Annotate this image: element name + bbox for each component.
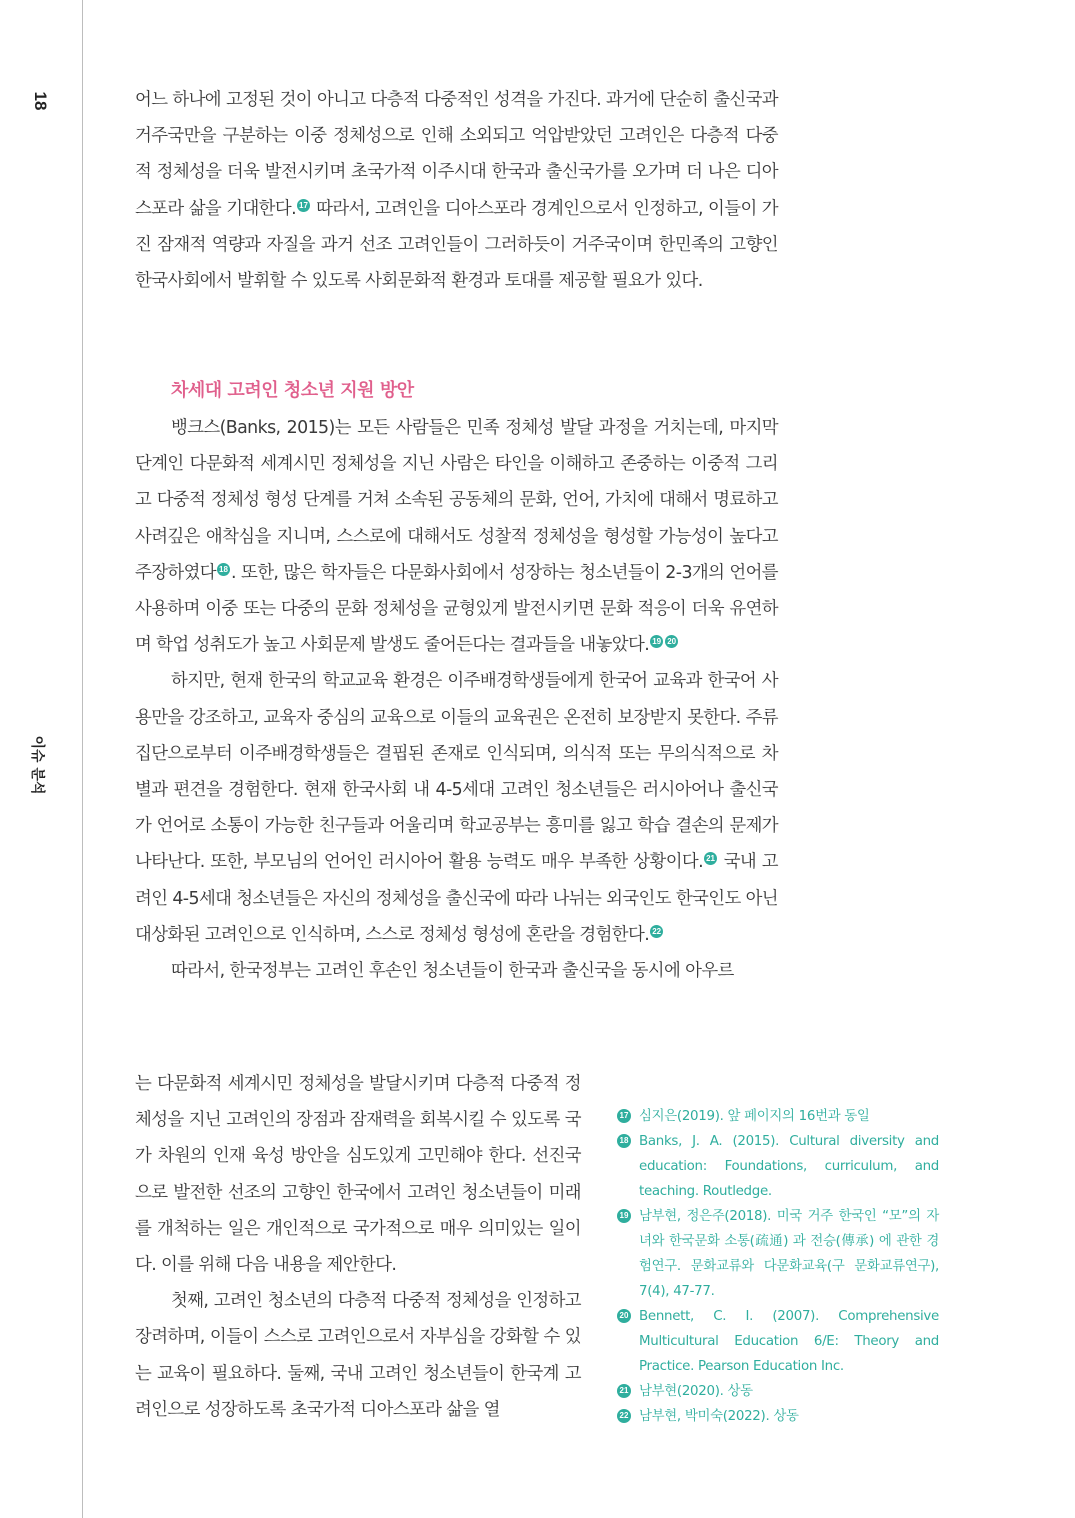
footnote-20 (617, 1304, 939, 1379)
footnote-number-icon: 21 (617, 1384, 631, 1398)
footnote-21 (617, 1379, 939, 1404)
main-p2-text-a: 하지만, 현재 한국의 학교교육 환경은 이주배경학생들에게 한국어 교육과 한국어 사용만을 강조하고, 교육자 중심의 교육으로 이들의 교육권은 온전히 보장받지 못한다. 주류집단으로부터 이주배경학생들은 결핍된 존재로 인식되며, 의식적 또는 무의식적으로 차별과 편견을 경험한다. 현재 한국사회 내 4-5세대 고려인 청소년들은 러시아어나 출신국가 언어로 소통이 가능한 친구들과 어울리며 학교공부는 흥미를 잃고 학습 결손의 문제가 나타난다. 또한, 부모님의 언어인 러시아어 활용 능력도 매우 부족한 상황이다. (135, 671, 778, 873)
main-p3-text: 따라서, 한국정부는 고려인 후손인 청소년들이 한국과 출신국을 동시에 아우르 (171, 961, 734, 982)
footnote-ref-21[interactable]: 21 (704, 852, 717, 865)
section-label: 이슈 분석 (29, 735, 45, 795)
footnotes (617, 1104, 939, 1429)
main-paragraph-1 (135, 410, 778, 663)
footnote-ref-17[interactable]: 17 (297, 199, 310, 212)
column-text (135, 1066, 581, 1428)
footnote-17 (617, 1104, 939, 1129)
footnote-text: Banks, J. A. (2015). Cultural diversity and education: Foundations, curriculum, and teaching. Routledge. (639, 1134, 939, 1199)
page-number: 18 (31, 91, 50, 111)
footnote-number-icon: 18 (617, 1134, 631, 1148)
main-p1-text-b: . 또한, 많은 학자들은 다문화사회에서 성장하는 청소년들이 2-3개의 언어를 사용하며 이중 또는 다중의 문화 정체성을 균형있게 발전시키면 문화 적응이 더욱 유연하며 학업 성취도가 높고 사회문제 발생도 줄어든다는 결과들을 내놓았다. (135, 562, 778, 656)
column-paragraph-cont: 는 다문화적 세계시민 정체성을 발달시키며 다층적 다중적 정체성을 지닌 고려인의 장점과 잠재력을 회복시킬 수 있도록 국가 차원의 인재 육성 방안을 심도있게 고민해야 한다. 선진국으로 발전한 선조의 고향인 한국에서 고려인 청소년들이 미래를 개척하는 일은 개인적으로 국가적으로 매우 의미있는 일이다. 이를 위해 다음 내용을 제안한다. (135, 1074, 581, 1276)
footnote-text: Bennett, C. I. (2007). Comprehensive Multicultural Education 6/E: Theory and Practice. Pearson Education Inc. (639, 1309, 939, 1374)
footnote-19 (617, 1204, 939, 1304)
footnote-text: 남부현, 정은주(2018). 미국 거주 한국인 “모”의 자녀와 한국문화 소통(疏通) 과 전승(傳承) 에 관한 경험연구. 문화교류와 다문화교육(구 문화교류연구), 7(4), 47-77. (639, 1209, 939, 1299)
footnote-text: 심지은(2019). 앞 페이지의 16번과 동일 (639, 1109, 870, 1124)
column-paragraph-4: 첫째, 고려인 청소년의 다층적 다중적 정체성을 인정하고 장려하며, 이들이 스스로 고려인으로서 자부심을 강화할 수 있는 교육이 필요하다. 둘째, 국내 고려인 청소년들이 한국계 고려인으로 성장하도록 초국가적 디아스포라 삶을 열 (135, 1291, 581, 1420)
footnote-ref-18[interactable]: 18 (217, 563, 230, 576)
footnote-number-icon: 17 (617, 1109, 631, 1123)
intro-text-b: 따라서, 고려인을 디아스포라 경계인으로서 인정하고, 이들이 가진 잠재적 역량과 자질을 과거 선조 고려인들이 그러하듯이 거주국이며 한민족의 고향인 한국사회에서 발휘할 수 있도록 사회문화적 환경과 토대를 제공할 필요가 있다. (135, 198, 778, 292)
footnote-number-icon: 19 (617, 1209, 631, 1223)
footnote-ref-19[interactable]: 19 (650, 635, 663, 648)
main-p2-text-b: 국내 고려인 4-5세대 청소년들은 자신의 정체성을 출신국에 따라 나뉘는 외국인도 한국인도 아닌 대상화된 고려인으로 인식하며, 스스로 정체성 형성에 혼란을 경험한다. (135, 852, 778, 945)
intro-text-a: 어느 하나에 고정된 것이 아니고 다층적 다중적인 성격을 가진다. 과거에 단순히 출신국과 거주국만을 구분하는 이중 정체성으로 인해 소외되고 억압받았던 고려인은 다층적 다중적 정체성을 더욱 발전시키며 초국가적 이주시대 한국과 출신국가를 오가며 더 나은 디아스포라 삶을 기대한다. (135, 90, 778, 219)
intro-paragraph (135, 82, 778, 299)
main-text (135, 410, 778, 989)
main-paragraph-3 (135, 953, 778, 989)
footnote-number-icon: 22 (617, 1409, 631, 1423)
main-paragraph-2 (135, 663, 778, 953)
margin-divider (82, 0, 83, 1518)
footnote-ref-20[interactable]: 20 (665, 635, 678, 648)
footnote-number-icon: 20 (617, 1309, 631, 1323)
footnote-22 (617, 1404, 939, 1429)
main-p1-text-a: 뱅크스(Banks, 2015)는 모든 사람들은 민족 정체성 발달 과정을 거치는데, 마지막 단계인 다문화적 세계시민 정체성을 지닌 사람은 타인을 이해하고 존중하는 이중적 그리고 다중적 정체성 형성 단계를 거쳐 소속된 공동체의 문화, 언어, 가치에 대해서 명료하고 사려깊은 애착심을 지니며, 스스로에 대해서도 성찰적 정체성을 형성할 가능성이 높다고 주장하였다 (135, 418, 778, 583)
footnote-text: 남부현, 박미숙(2022). 상동 (639, 1409, 799, 1424)
section-heading: 차세대 고려인 청소년 지원 방안 (171, 380, 414, 401)
footnote-text: 남부현(2020). 상동 (639, 1384, 753, 1399)
footnote-ref-22[interactable]: 22 (650, 925, 663, 938)
footnote-18 (617, 1129, 939, 1204)
